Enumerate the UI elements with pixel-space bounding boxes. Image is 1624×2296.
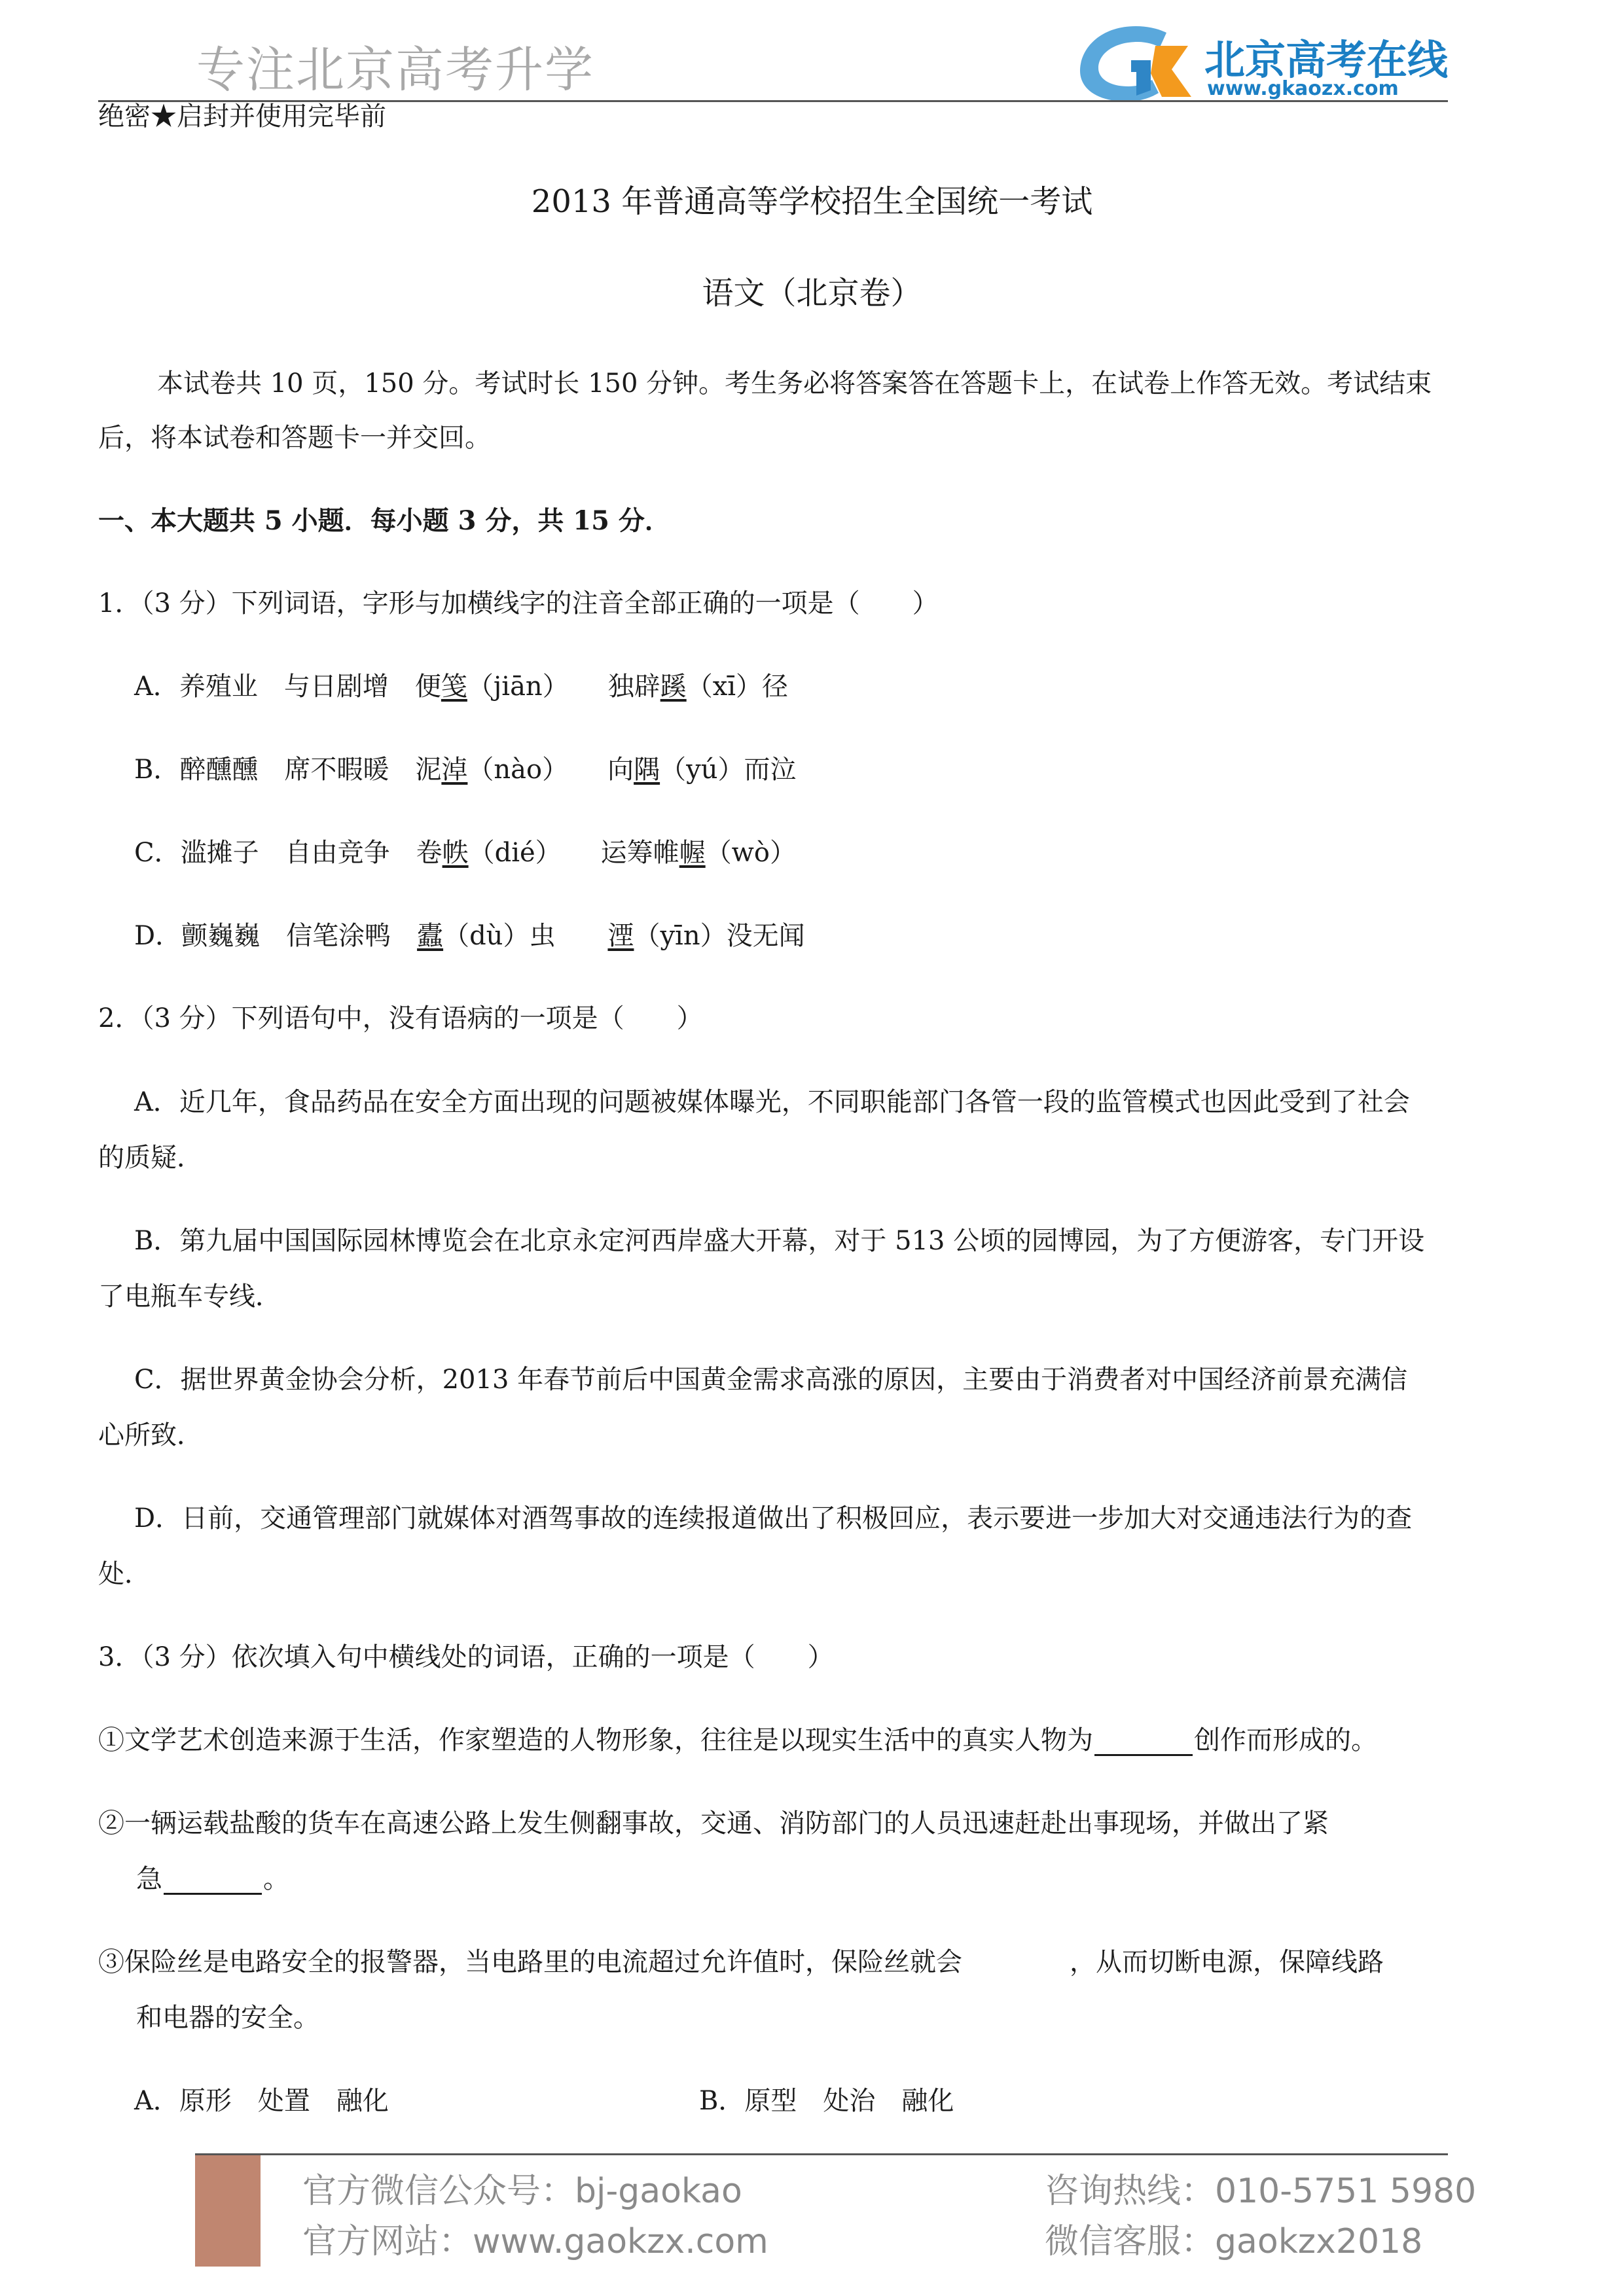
q1-option-b: [134, 754, 796, 785]
q1-b-underlined-1: 淖: [441, 755, 468, 785]
q1-stem: 1．（3 分）下列词语，字形与加横线字的注音全部正确的一项是（ ）: [98, 588, 939, 619]
q1-b-text-3: （yú）而泣: [660, 755, 797, 785]
site-logo[interactable]: [1074, 20, 1466, 105]
q3-s2-text: 急: [136, 1864, 162, 1894]
logo-mark-icon: [1074, 20, 1198, 105]
q3-s3-text-2: ，从而切断电源，保障线路: [1070, 1947, 1384, 1977]
q1-c-text-2: （dié） 运筹帷: [468, 838, 679, 868]
q1-a-text-3: （xī）径: [686, 672, 789, 702]
q3-sentence-1: [98, 1725, 1377, 1756]
q3-option-b: B．原型 处治 融化: [699, 2086, 954, 2116]
logo-name: 北京高考在线: [1204, 36, 1449, 84]
footer-divider: [195, 2153, 1448, 2155]
q2-option-c-line-1: C．据世界黄金协会分析，2013 年春节前后中国黄金需求高涨的原因，主要由于消费者对中国经济前景充满信: [134, 1365, 1408, 1395]
q3-sentence-2-line-1: ②一辆运载盐酸的货车在高速公路上发生侧翻事故，交通、消防部门的人员迅速赶赴出事现场，并做出了紧: [98, 1808, 1329, 1839]
header-slogan: 专注北京高考升学: [196, 42, 594, 98]
q1-b-text: B．醉醺醺 席不暇暖 泥: [134, 755, 442, 785]
footer-service: 微信客服：gaokzx2018: [1045, 2222, 1423, 2261]
q2-option-b-line-2: 了电瓶车专线．: [98, 1282, 281, 1312]
q3-s3-text: ③保险丝是电路安全的报警器，当电路里的电流超过允许值时，保险丝就会: [98, 1947, 962, 1977]
q3-option-a: A．原形 处置 融化: [134, 2086, 389, 2116]
q2-stem: 2．（3 分）下列语句中，没有语病的一项是（ ）: [98, 1003, 703, 1033]
q1-c-text-3: （wò）: [705, 838, 797, 868]
exam-title: 2013 年普通高等学校招生全国统一考试: [531, 183, 1093, 220]
q3-sentence-2-line-2: [136, 1863, 289, 1895]
q1-c-text: C．滥摊子 自由竞争 卷: [134, 838, 442, 868]
q2-option-a-line-2: 的质疑．: [98, 1143, 203, 1173]
footer-accent-block: [195, 2155, 261, 2267]
q1-a-text-2: （jiān） 独辟: [467, 672, 660, 702]
q2-option-b-line-1: B．第九届中国国际园林博览会在北京永定河西岸盛大开幕，对于 513 公顷的园博园，为了方便游客，专门开设: [134, 1226, 1425, 1256]
q3-sentence-3-line-2: 和电器的安全。: [136, 2003, 319, 2033]
fill-blank-3[interactable]: [964, 1954, 1068, 1978]
q1-d-text-3: （yīn）没无闻: [634, 921, 805, 951]
footer-website[interactable]: 官方网站：www.gaokzx.com: [302, 2222, 768, 2261]
q1-a-underlined-1: 笺: [441, 672, 467, 702]
q1-option-c: [134, 837, 796, 869]
q1-a-underlined-2: 蹊: [660, 672, 687, 702]
fill-blank-2[interactable]: [164, 1869, 262, 1895]
q1-b-underlined-2: 隅: [634, 755, 660, 785]
q1-option-d: [134, 920, 805, 952]
q3-s2-text-2: 。: [263, 1864, 289, 1894]
q1-d-text-2: （dù）虫: [443, 921, 608, 951]
q2-option-c-line-2: 心所致．: [98, 1420, 203, 1450]
q1-c-underlined-2: 幄: [679, 838, 706, 868]
q1-d-underlined-2: 湮: [607, 921, 634, 951]
confidential-label: 绝密★启封并使用完毕前: [98, 101, 386, 132]
q1-option-a: [134, 671, 788, 702]
q1-c-underlined-1: 帙: [442, 838, 469, 868]
exam-subtitle: 语文（北京卷）: [702, 275, 922, 312]
footer-hotline: 咨询热线：010-5751 5980: [1045, 2172, 1477, 2211]
q1-a-text: A．养殖业 与日剧增 便: [134, 672, 441, 702]
q1-d-text: D．颤巍巍 信笔涂鸭: [134, 921, 418, 951]
instructions-line-2: 后，将本试卷和答题卡一并交回。: [98, 423, 491, 453]
q1-d-underlined-1: 蠹: [417, 921, 444, 951]
q2-option-a-line-1: A．近几年，食品药品在安全方面出现的问题被媒体曝光，不同职能部门各管一段的监管模式也因此受到了社会: [134, 1087, 1410, 1117]
q2-option-d-line-1: D．日前，交通管理部门就媒体对酒驾事故的连续报道做出了积极回应，表示要进一步加大对交通违法行为的查: [134, 1503, 1413, 1534]
section-heading: 一、本大题共 5 小题．每小题 3 分，共 15 分．: [98, 505, 671, 536]
logo-url: www.gkaozx.com: [1207, 77, 1399, 100]
q3-s1-text-2: 创作而形成的。: [1194, 1725, 1377, 1755]
q3-s1-text: ①文学艺术创造来源于生活，作家塑造的人物形象，往往是以现实生活中的真实人物为: [98, 1725, 1093, 1755]
q1-b-text-2: （nào） 向: [467, 755, 634, 785]
instructions-line-1: 本试卷共 10 页，150 分。考试时长 150 分钟。考生务必将答案答在答题卡上，在试卷上作答无效。考试结束: [157, 368, 1432, 399]
footer-wechat: 官方微信公众号：bj-gaokao: [302, 2172, 742, 2211]
fill-blank-1[interactable]: [1094, 1731, 1193, 1756]
q3-sentence-3-line-1: [98, 1946, 1384, 1978]
q2-option-d-line-2: 处．: [98, 1559, 151, 1589]
q3-stem: 3．（3 分）依次填入句中横线处的词语，正确的一项是（ ）: [98, 1642, 834, 1672]
